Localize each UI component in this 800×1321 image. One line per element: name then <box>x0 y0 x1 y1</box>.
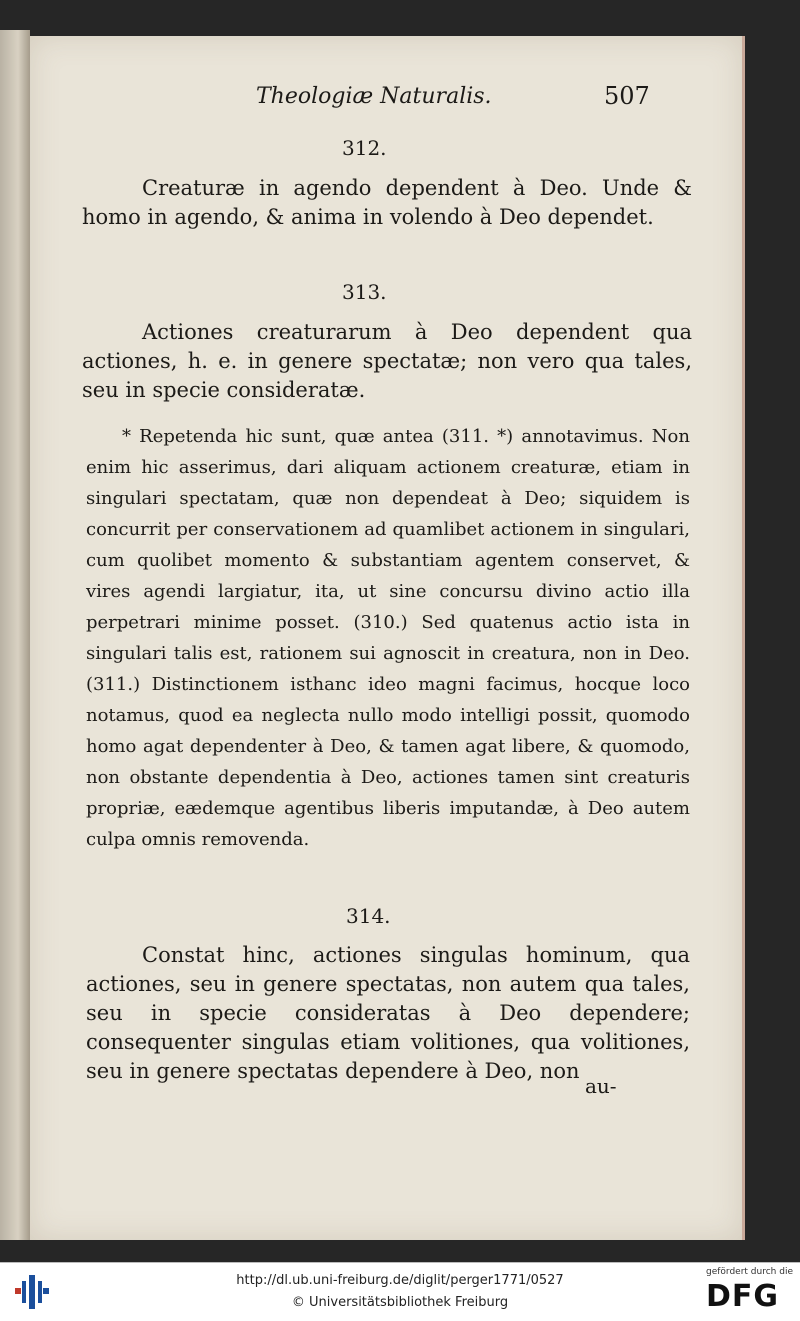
page-number: 507 <box>604 82 650 110</box>
section-text: Creaturæ in agendo dependent à Deo. Unde & homo in agendo, & anima in volendo à Deo dependet. <box>82 176 692 229</box>
source-url[interactable]: http://dl.ub.uni-freiburg.de/diglit/perger1771/0527 <box>236 1273 564 1288</box>
footnote: * Repetenda hic sunt, quæ antea (311. *) annotavimus. Non enim hic asserimus, dari aliquam actionem creaturæ, etiam in singulari spectatam, quæ non dependeat à Deo; siquidem is concurrit per conservationem ad quamlibet actionem in singulari, cum quolibet momento & substantiam agentem conservet, & vires agendi largiatur, ita, ut sine concursu divino actio illa perpetrari minime posset. (310.) Sed quatenus actio ista in singulari talis est, rationem sui agnoscit in creatura, non in Deo. (311.) Distinctionem isthanc ideo magni facimus, hocque loco notamus, quod ea neglecta nullo modo intelligi possit, quomodo homo agat dependenter à Deo, & tamen agat libere, & quomodo, non obstante dependentia à Deo, actiones tamen sint creaturis propriæ, eædemque agentibus liberis imputandæ, à Deo autem culpa omnis removenda. <box>86 426 690 850</box>
copyright-notice: © Universitätsbibliothek Freiburg <box>291 1295 509 1310</box>
book-page <box>30 36 745 1240</box>
section-number: 314. <box>346 904 391 928</box>
facing-page-edge <box>0 30 30 1240</box>
running-head: Theologiæ Naturalis. <box>256 84 492 109</box>
viewer-footer <box>0 1262 800 1321</box>
catchword: au- <box>585 1074 617 1098</box>
section-number: 313. <box>342 280 387 304</box>
dfg-caption: gefördert durch die <box>706 1267 793 1277</box>
section-text: Constat hinc, actiones singulas hominum, qua actiones, seu in genere spectatas, non autem qua tales, seu in specie consideratas à Deo dependere; consequenter singulas etiam volitiones, qua volitiones, seu in genere spectatas dependere à Deo, non <box>86 943 690 1083</box>
section-text: Actiones creaturarum à Deo dependent qua actiones, h. e. in genere spectatæ; non vero qua tales, seu in specie consideratæ. <box>82 320 692 402</box>
section-number: 312. <box>342 136 387 160</box>
dfg-logo[interactable]: DFG <box>706 1279 780 1314</box>
